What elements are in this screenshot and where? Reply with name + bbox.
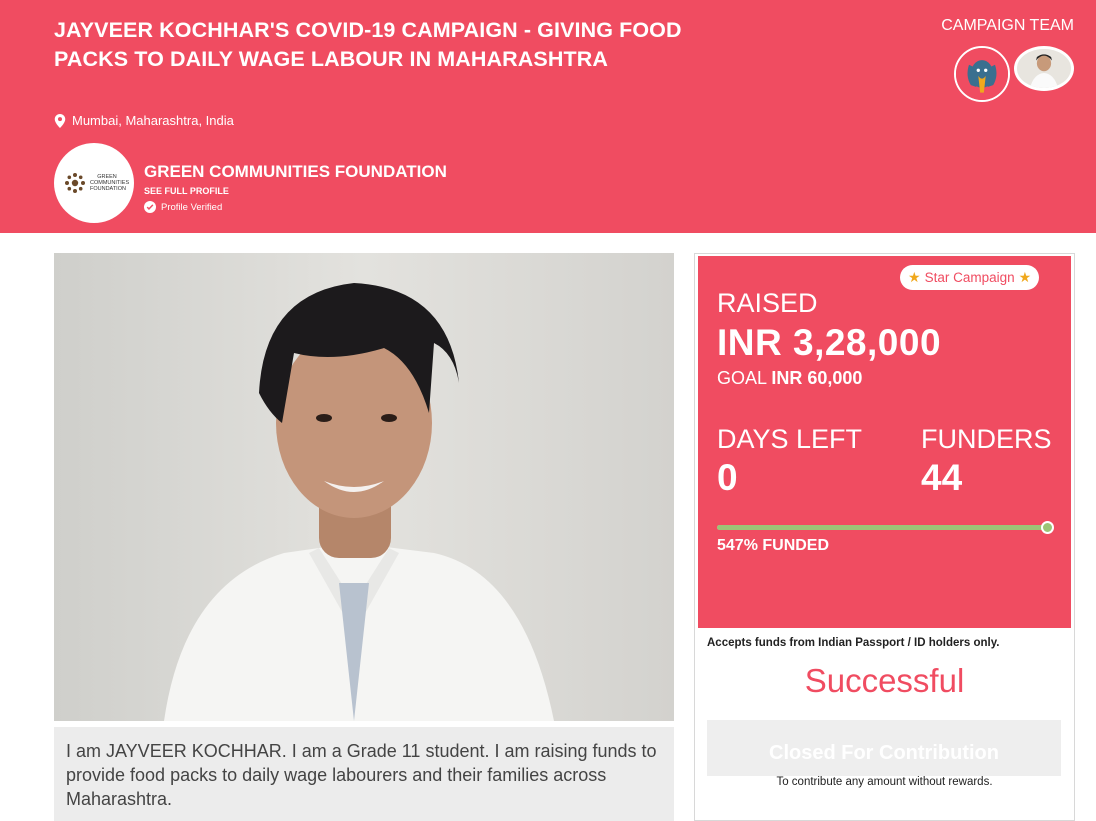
see-full-profile-link[interactable]: SEE FULL PROFILE xyxy=(144,186,229,196)
accepts-funds-note: Accepts funds from Indian Passport / ID holders only. xyxy=(707,637,1000,649)
team-member-photo-avatar[interactable] xyxy=(1014,46,1074,91)
funders-value: 44 xyxy=(921,457,963,498)
funding-progress-knob xyxy=(1041,521,1054,534)
contribute-note: To contribute any amount without rewards. xyxy=(776,776,993,788)
campaign-team-label: CAMPAIGN TEAM xyxy=(941,17,1074,34)
organization-logo[interactable] xyxy=(54,143,134,223)
star-campaign-label: Star Campaign xyxy=(924,270,1015,285)
profile-verified-text: Profile Verified xyxy=(161,201,223,213)
funding-progress-bar xyxy=(717,525,1051,530)
star-icon: ★ xyxy=(1018,269,1032,285)
days-left-value: 0 xyxy=(717,457,738,498)
days-left-label: DAYS LEFT xyxy=(717,424,863,454)
star-icon: ★ xyxy=(908,269,921,285)
raised-amount: INR 3,28,000 xyxy=(717,322,942,363)
funders-label: FUNDERS xyxy=(921,424,1052,454)
campaign-team-avatars xyxy=(954,46,1074,102)
goal-label: GOAL xyxy=(717,368,767,388)
organization-logo-text: GREEN COMMUNITIES FOUNDATION xyxy=(90,174,130,192)
checkmark-icon xyxy=(144,201,156,213)
team-member-avatar[interactable] xyxy=(954,46,1010,102)
funding-progress-fill xyxy=(717,525,1051,530)
raised-label: RAISED xyxy=(717,288,818,318)
foundation-emblem-icon xyxy=(64,172,86,194)
goal-amount: INR 60,000 xyxy=(771,368,863,388)
campaign-location xyxy=(54,113,234,128)
map-pin-icon xyxy=(54,114,66,128)
campaign-header xyxy=(0,0,1096,233)
profile-verified-badge xyxy=(144,201,222,213)
campaign-status: Successful xyxy=(804,662,965,699)
funded-percentage: 547% FUNDED xyxy=(717,537,830,554)
campaign-description: I am JAYVEER KOCHHAR. I am a Grade 11 student. I am raising funds to provide food packs to daily wage labourers and their families across Maharashtra. xyxy=(54,727,674,821)
closed-for-contribution-button[interactable]: Closed For Contribution xyxy=(707,720,1061,776)
star-campaign-badge xyxy=(900,265,1039,290)
campaign-photo xyxy=(54,253,674,721)
funding-summary-card xyxy=(698,256,1071,628)
goal-line xyxy=(717,368,862,389)
campaign-title: JAYVEER KOCHHAR'S COVID-19 CAMPAIGN - GIVING FOOD PACKS TO DAILY WAGE LABOUR IN MAHARASHTRA xyxy=(54,18,682,71)
location-text: Mumbai, Maharashtra, India xyxy=(72,113,234,128)
organization-name[interactable]: GREEN COMMUNITIES FOUNDATION xyxy=(144,162,447,181)
